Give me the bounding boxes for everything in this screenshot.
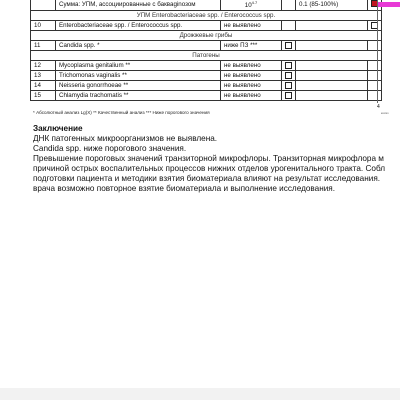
row-name: Сумма: УПМ, ассоциированные с бакваginозом xyxy=(56,0,221,11)
checkbox-icon xyxy=(285,72,292,79)
row-name: Neisseria gonorrhoeae ** xyxy=(56,81,221,91)
section-header-yeast: Дрожжевые грибы xyxy=(31,31,382,41)
result-bar xyxy=(378,2,400,7)
row-result: ниже ПЗ *** xyxy=(221,41,282,51)
result-bar-chart xyxy=(377,0,400,115)
axis-caption: косяз xyxy=(381,111,389,115)
row-name: Candida spp. * xyxy=(56,41,221,51)
row-result: не выявлено xyxy=(221,71,282,81)
table-row-section xyxy=(31,31,382,41)
row-reference: 0.1 (85-100%) xyxy=(296,0,368,11)
row-number: 11 xyxy=(31,41,56,51)
row-reference xyxy=(296,91,368,101)
conclusion-heading: Заключение xyxy=(33,124,83,133)
row-name: Trichomonas vaginalis ** xyxy=(56,71,221,81)
checkbox-icon xyxy=(285,42,292,49)
row-reference xyxy=(296,41,368,51)
value-text: 10 xyxy=(244,2,252,10)
row-number: 10 xyxy=(31,21,56,31)
checkbox-icon xyxy=(285,62,292,69)
table-row xyxy=(31,91,382,101)
row-name: Chlamydia trachomatis ** xyxy=(56,91,221,101)
value-exponent: 4.7 xyxy=(251,0,258,5)
row-result: не выявлено xyxy=(221,81,282,91)
row-reference xyxy=(296,61,368,71)
row-checkbox xyxy=(282,0,296,11)
row-number xyxy=(31,0,56,11)
row-result: не выявлено xyxy=(221,91,282,101)
footnote: * Абсолютный анализ Lg(X) ** Качественный анализ *** Ниже порогового значения xyxy=(33,110,210,115)
row-checkbox xyxy=(282,81,296,91)
row-value xyxy=(221,0,282,11)
conclusion-line: ДНК патогенных микроорганизмов не выявлена. xyxy=(33,134,218,143)
conclusion-line: подготовки пациента и методики взятия биоматериала влияют на результат исследования. xyxy=(33,174,381,183)
table-row-section xyxy=(31,11,382,21)
conclusion-line: Candida spp. ниже порогового значения. xyxy=(33,144,187,153)
conclusion-line: Превышение пороговых значений транзиторной микрофлоры. Транзиторная микрофлора м xyxy=(33,154,384,163)
table-row-sum xyxy=(31,0,382,11)
row-reference xyxy=(296,81,368,91)
checkbox-icon xyxy=(285,82,292,89)
row-reference xyxy=(296,71,368,81)
conclusion-line: причиной острых воспалительных процессов нижних отделов урогенитального тракта. Собл xyxy=(33,164,386,173)
row-number: 14 xyxy=(31,81,56,91)
table-row xyxy=(31,41,382,51)
row-checkbox xyxy=(282,21,296,31)
table-row xyxy=(31,21,382,31)
row-checkbox xyxy=(282,91,296,101)
results-table xyxy=(30,0,382,101)
conclusion-line: врача возможно повторное взятие биоматериала и выполнение исследования. xyxy=(33,184,336,193)
chart-axis xyxy=(377,0,378,103)
checkbox-icon xyxy=(285,92,292,99)
row-checkbox xyxy=(282,41,296,51)
table-row-section xyxy=(31,51,382,61)
section-header-entero: УПМ Enterobacteriaceae spp. / Enterococcus spp. xyxy=(31,11,382,21)
row-number: 12 xyxy=(31,61,56,71)
row-checkbox xyxy=(282,71,296,81)
section-header-pathogens: Патогены xyxy=(31,51,382,61)
row-name: Enterobacteriaceae spp. / Enterococcus spp. xyxy=(56,21,221,31)
row-reference xyxy=(296,21,368,31)
axis-tick-label: 4 xyxy=(377,104,380,110)
row-number: 15 xyxy=(31,91,56,101)
row-number: 13 xyxy=(31,71,56,81)
table-row xyxy=(31,61,382,71)
row-checkbox xyxy=(282,61,296,71)
table-row xyxy=(31,71,382,81)
viewer-bottom-strip xyxy=(0,388,400,400)
row-result: не выявлено xyxy=(221,61,282,71)
row-name: Mycoplasma genitalium ** xyxy=(56,61,221,71)
row-result: не выявлено xyxy=(221,21,282,31)
table-row xyxy=(31,81,382,91)
conclusion-block xyxy=(33,124,385,194)
